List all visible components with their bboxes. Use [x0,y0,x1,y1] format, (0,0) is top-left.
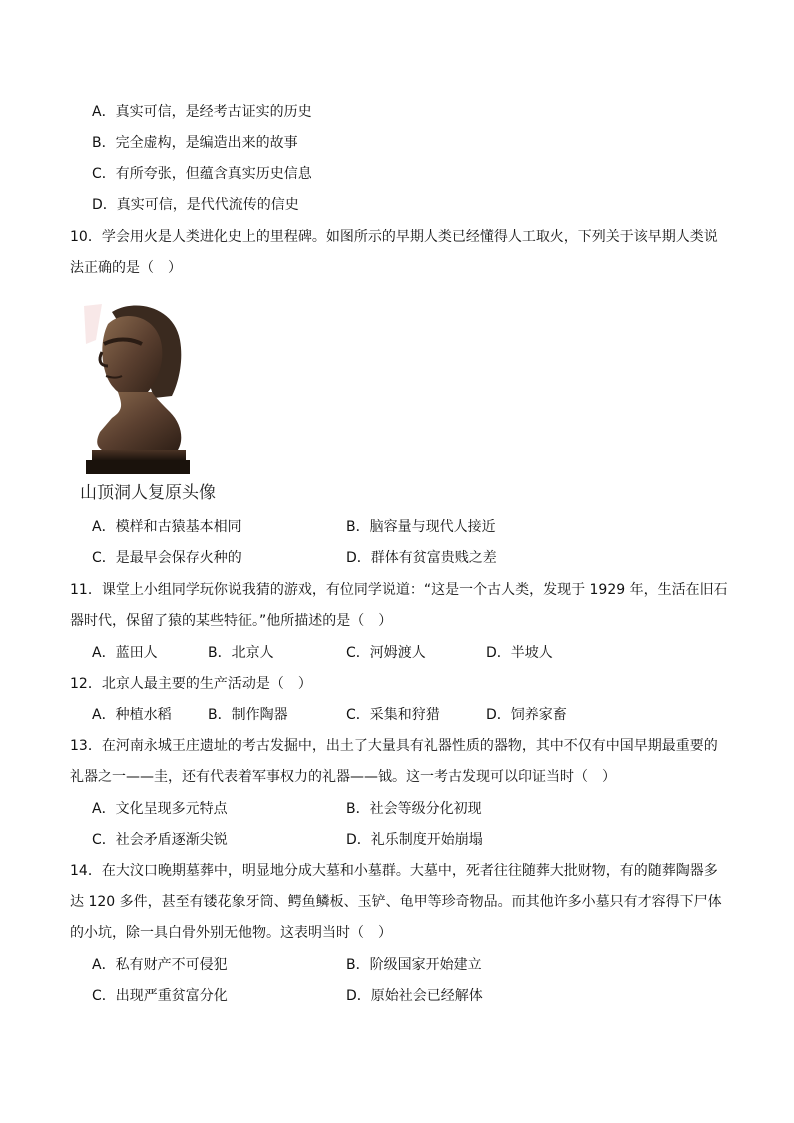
q9-option-d: D．真实可信，是代代流传的信史 [92,197,299,213]
q14-option-b: B．阶级国家开始建立 [346,957,482,973]
q10-stem-line1: 10．学会用火是人类进化史上的里程碑。如图所示的早期人类已经懂得人工取火，下列关于该早期人类说 [70,229,718,245]
q13-option-d: D．礼乐制度开始崩塌 [346,832,483,848]
q12-stem-line1: 12．北京人最主要的生产活动是（ ） [70,676,312,692]
q12-option-c: C．采集和狩猎 [346,707,440,723]
q14-stem-line1: 14．在大汶口晚期墓葬中，明显地分成大墓和小墓群。大墓中，死者往往随葬大批财物，有的随葬陶器多 [70,863,718,879]
q11-option-d: D．半坡人 [486,645,553,661]
q10-option-d: D．群体有贫富贵贱之差 [346,550,497,566]
q13-stem-line1: 13．在河南永城王庄遗址的考古发掘中，出土了大量具有礼器性质的器物，其中不仅有中国早期最重要的 [70,738,718,754]
q13-option-a: A．文化呈现多元特点 [92,801,228,817]
q11-option-a: A．蓝田人 [92,645,158,661]
q10-stem-line2: 法正确的是（ ） [70,260,182,276]
q10-option-b: B．脑容量与现代人接近 [346,519,496,535]
q14-option-a: A．私有财产不可侵犯 [92,957,228,973]
q11-stem-line2: 器时代，保留了猿的某些特征。”他所描述的是（ ） [70,613,393,629]
q9-option-c: C．有所夸张，但蕴含真实历史信息 [92,166,312,182]
q12-option-b: B．制作陶器 [208,707,288,723]
q13-option-c: C．社会矛盾逐渐尖锐 [92,832,228,848]
q12-option-d: D．饲养家畜 [486,707,567,723]
q11-stem-line1: 11．课堂上小组同学玩你说我猜的游戏，有位同学说道：“这是一个古人类，发现于 1929 年，生活在旧石 [70,582,728,598]
q9-option-a: A．真实可信，是经考古证实的历史 [92,104,312,120]
q14-stem-line2: 达 120 多件，甚至有镂花象牙筒、鳄鱼鳞板、玉铲、龟甲等珍奇物品。而其他许多小墓只有才容得下尸体 [70,894,722,910]
q14-option-c: C．出现严重贫富分化 [92,988,228,1004]
q10-option-a: A．模样和古猿基本相同 [92,519,242,535]
q9-option-b: B．完全虚构，是编造出来的故事 [92,135,298,151]
q14-stem-line3: 的小坑，除一具白骨外别无他物。这表明当时（ ） [70,925,392,941]
upper-cave-man-bust-image [82,300,190,474]
q11-option-c: C．河姆渡人 [346,645,426,661]
q13-option-b: B．社会等级分化初现 [346,801,482,817]
q12-option-a: A．种植水稻 [92,707,172,723]
q10-option-c: C．是最早会保存火种的 [92,550,242,566]
figure-caption: 山顶洞人复原头像 [80,483,216,503]
q13-stem-line2: 礼器之一——圭，还有代表着军事权力的礼器——钺。这一考古发现可以印证当时（ ） [70,769,616,785]
q11-option-b: B．北京人 [208,645,274,661]
q14-option-d: D．原始社会已经解体 [346,988,483,1004]
